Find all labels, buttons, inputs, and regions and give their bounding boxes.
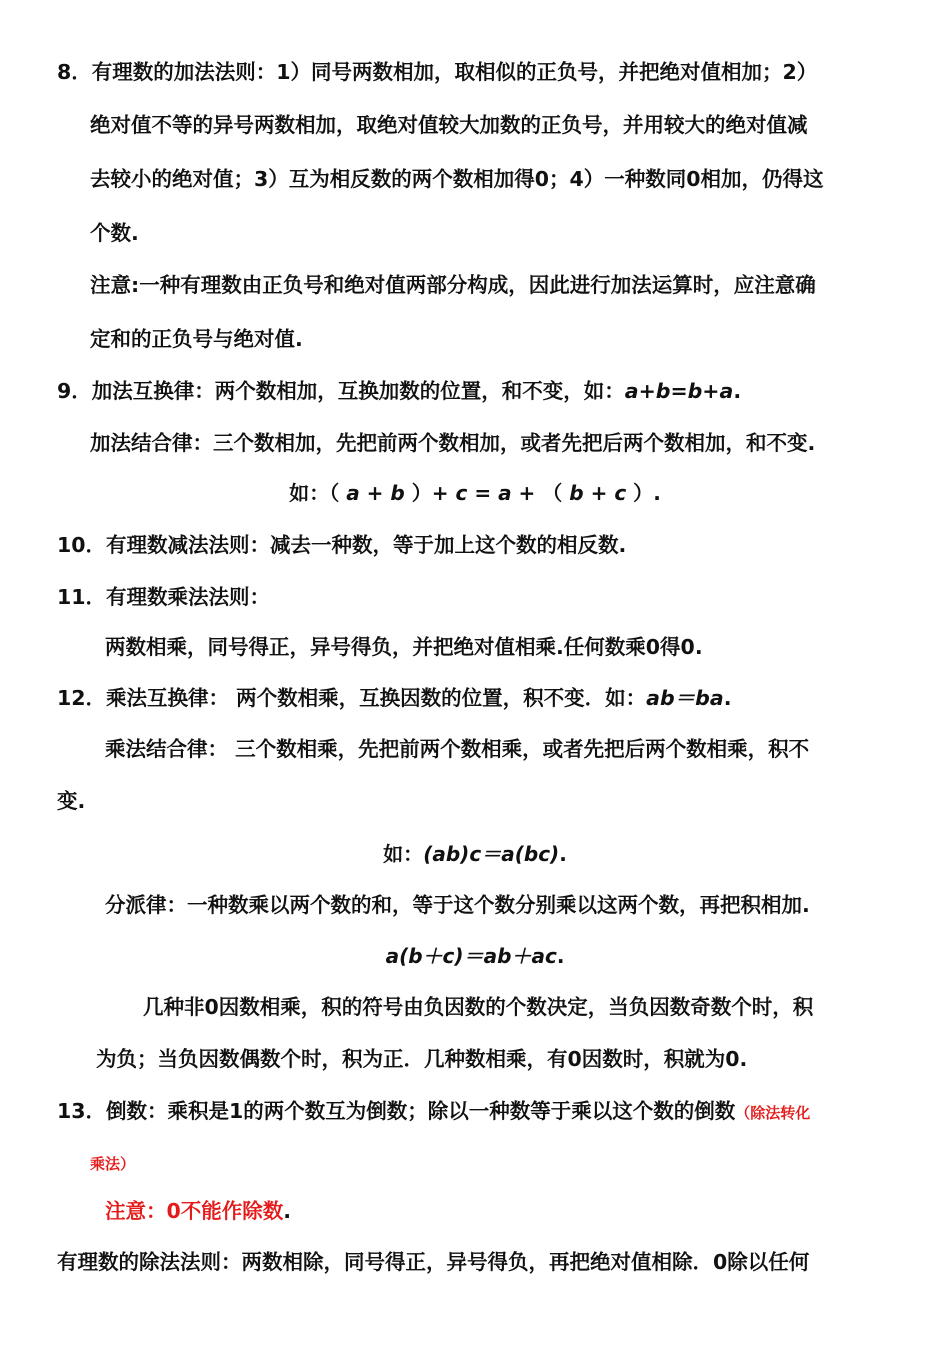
op: + bbox=[359, 481, 391, 505]
assoc-add-line: 加法结合律：三个数相加，先把前两个数相加，或者先把后两个数相加，和不变. bbox=[90, 431, 816, 455]
assoc-mul-formula: (ab)c＝a(bc) bbox=[423, 842, 560, 866]
rule-9-text: 9．加法互换律：两个数相加，互换加数的位置，和不变，如： bbox=[57, 379, 625, 403]
op: ）+ bbox=[404, 481, 456, 505]
rule-13-text: 13．倒数：乘积是1的两个数互为倒数；除以一种数等于乘以这个数的倒数 bbox=[57, 1099, 736, 1123]
rule-12-period: . bbox=[723, 686, 732, 710]
rule-11-heading: 11．有理数乘法法则： bbox=[57, 585, 271, 609]
op: + （ bbox=[511, 481, 570, 505]
var-a: a bbox=[498, 481, 512, 505]
distributive-formula bbox=[0, 942, 950, 970]
rule-13-line bbox=[57, 1097, 810, 1127]
rule-8-line-3: 去较小的绝对值；3）互为相反数的两个数相加得0；4）一种数同0相加，仍得这 bbox=[90, 167, 824, 191]
rule-10-line: 10．有理数减法法则：减去一种数，等于加上这个数的相反数. bbox=[57, 533, 627, 557]
note-2-red-text: 注意：0不能作除数 bbox=[105, 1199, 284, 1223]
assoc-mul-line-1: 乘法结合律： 三个数相乘，先把前两个数相乘，或者先把后两个数相乘，积不 bbox=[105, 737, 810, 761]
rule-12-line bbox=[57, 684, 731, 712]
rule-9-line bbox=[57, 377, 741, 405]
note-2-line bbox=[105, 1197, 291, 1225]
var-c: c bbox=[455, 481, 468, 505]
rule-8-line-4: 个数. bbox=[90, 221, 139, 245]
division-rule-line: 有理数的除法法则：两数相除，同号得正，异号得负，再把绝对值相除．0除以任何 bbox=[57, 1250, 810, 1274]
rule-9-formula: a+b=b+a bbox=[624, 379, 734, 403]
rule-13-red-note-continued: 乘法） bbox=[90, 1155, 136, 1173]
assoc-add-example bbox=[0, 479, 950, 507]
distributive-expression: a(b＋c)＝ab＋ac bbox=[385, 944, 557, 968]
var-b: b bbox=[569, 481, 584, 505]
var-c: c bbox=[614, 481, 627, 505]
sign-rule-line-1: 几种非0因数相乘，积的符号由负因数的个数决定，当负因数奇数个时，积 bbox=[143, 995, 814, 1019]
rule-9-period: . bbox=[733, 379, 742, 403]
rule-8-line-1: 8．有理数的加法法则：1）同号两数相加，取相似的正负号，并把绝对值相加；2） bbox=[57, 60, 818, 84]
period: . bbox=[556, 944, 565, 968]
period: . bbox=[283, 1199, 292, 1223]
var-b: b bbox=[390, 481, 405, 505]
distributive-line: 分派律：一种数乘以两个数的和，等于这个数分别乘以这两个数，再把积相加. bbox=[105, 893, 810, 917]
example-prefix: 如： bbox=[383, 842, 424, 866]
op: + bbox=[583, 481, 615, 505]
rule-11-body: 两数相乘，同号得正，异号得负，并把绝对值相乘.任何数乘0得0. bbox=[105, 635, 703, 659]
rule-12-text: 12．乘法互换律： 两个数相乘，互换因数的位置，积不变．如： bbox=[57, 686, 647, 710]
rule-8-line-2: 绝对值不等的异号两数相加，取绝对值较大加数的正负号，并用较大的绝对值减 bbox=[90, 113, 808, 137]
sign-rule-line-2: 为负；当负因数偶数个时，积为正．几种数相乘，有0因数时，积就为0. bbox=[96, 1047, 748, 1071]
var-a: a bbox=[346, 481, 360, 505]
assoc-mul-line-2: 变. bbox=[57, 789, 86, 813]
rule-13-red-note: （除法转化 bbox=[735, 1104, 811, 1122]
assoc-mul-example bbox=[0, 840, 950, 868]
note-1-line-1: 注意:一种有理数由正负号和绝对值两部分构成，因此进行加法运算时，应注意确 bbox=[90, 273, 816, 297]
rule-12-formula: ab＝ba bbox=[646, 686, 724, 710]
period: . bbox=[559, 842, 567, 866]
note-1-line-2: 定和的正负号与绝对值. bbox=[90, 327, 303, 351]
op: = bbox=[467, 481, 499, 505]
op: ）. bbox=[626, 481, 661, 505]
example-prefix: 如：（ bbox=[289, 481, 347, 505]
